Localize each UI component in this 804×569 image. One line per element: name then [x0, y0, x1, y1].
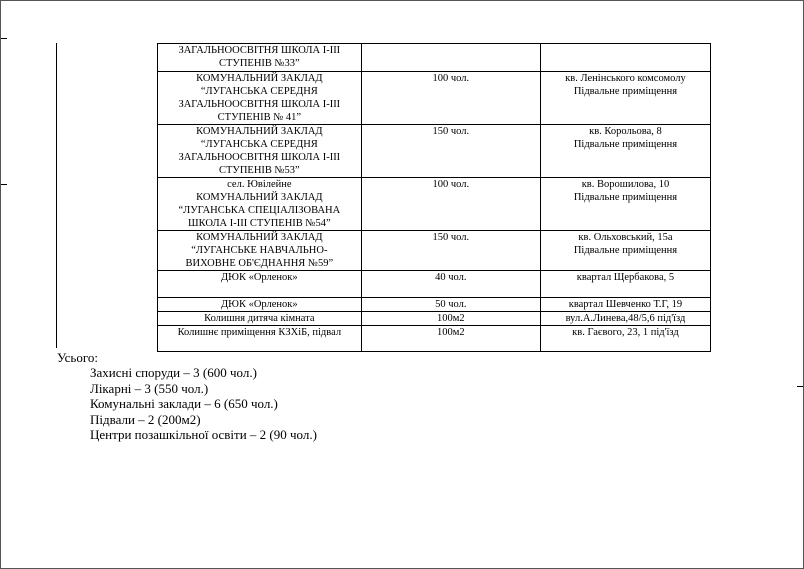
address-cell: [540, 44, 710, 72]
address-line: кв. Ольховський, 15а: [578, 232, 673, 243]
facility-name-line: СТУПЕНІВ №53”: [218, 165, 300, 176]
facility-name-line: КОМУНАЛЬНИЙ ЗАКЛАД: [196, 126, 323, 137]
shelters-table-body: [158, 44, 711, 352]
facility-name-line: ЗАГАЛЬНООСВІТНЯ ШКОЛА І-ІІІ: [178, 152, 341, 163]
facility-name-cell: [158, 271, 362, 298]
facility-name-cell: [158, 125, 362, 178]
capacity-cell: [361, 298, 540, 312]
facility-name-line: КОМУНАЛЬНИЙ ЗАКЛАД: [196, 232, 323, 243]
table-row: [158, 312, 711, 326]
summary-heading: Усього:: [57, 350, 98, 365]
address-line: Підвальне приміщення: [573, 86, 678, 97]
facility-name-line: Колишня дитяча кімната: [204, 313, 315, 324]
facility-name-cell: [158, 72, 362, 125]
facility-name-cell: [158, 298, 362, 312]
page-edge-mark: [1, 184, 7, 185]
address-line: Підвальне приміщення: [573, 139, 678, 150]
address-cell: [540, 231, 710, 271]
address-line: вул.А.Линева,48/5,6 під'їзд: [565, 313, 686, 324]
capacity-cell: [361, 72, 540, 125]
address-cell: [540, 298, 710, 312]
address-line: Підвальне приміщення: [573, 192, 678, 203]
summary-section: [57, 350, 317, 442]
address-cell: [540, 72, 710, 125]
facility-name-line: СТУПЕНІВ №33”: [218, 58, 300, 69]
table-row: [158, 231, 711, 271]
table-row: [158, 44, 711, 72]
facility-name-cell: [158, 178, 362, 231]
capacity-value: 50 чол.: [435, 299, 467, 310]
capacity-value: 100 чол.: [432, 179, 470, 190]
facility-name-line: КОМУНАЛЬНИЙ ЗАКЛАД: [196, 73, 323, 84]
capacity-cell: [361, 271, 540, 298]
capacity-value: 150 чол.: [432, 232, 470, 243]
facility-name-line: ВИХОВНЕ ОБ'ЄДНАННЯ №59”: [185, 258, 334, 269]
address-line: кв. Ленінського комсомолу: [565, 73, 686, 84]
left-table-border: [56, 43, 57, 348]
capacity-value: 100м2: [436, 313, 465, 324]
facility-name-line: ДЮК «Орленок»: [221, 299, 298, 310]
facility-name-cell: [158, 312, 362, 326]
capacity-cell: [361, 312, 540, 326]
capacity-value: 100 чол.: [432, 73, 470, 84]
page-edge-mark: [797, 386, 803, 387]
address-line: кв. Ворошилова, 10: [581, 179, 670, 190]
address-cell: [540, 326, 710, 352]
table-row: [158, 178, 711, 231]
facility-name-line: Колишнє приміщення КЗХіБ, підвал: [177, 327, 342, 338]
facility-name-line: “ЛУГАНСЬКА СЕРЕДНЯ: [200, 86, 318, 97]
address-line: квартал Щербакова, 5: [576, 272, 675, 283]
table-row: [158, 125, 711, 178]
table-row: [158, 271, 711, 298]
page-edge-mark: [1, 38, 7, 39]
table-row: [158, 298, 711, 312]
summary-item: Центри позашкільної освіти – 2 (90 чол.): [90, 427, 317, 443]
capacity-cell: [361, 326, 540, 352]
capacity-value: 40 чол.: [435, 272, 467, 283]
capacity-cell: [361, 231, 540, 271]
address-line: кв. Гаєвого, 23, 1 під'їзд: [572, 327, 679, 338]
address-line: Підвальне приміщення: [573, 245, 678, 256]
address-cell: [540, 178, 710, 231]
facility-name-line: “ЛУГАНСЬКА СЕРЕДНЯ: [200, 139, 318, 150]
facility-name-line: сел. Ювілейне: [227, 179, 292, 190]
facility-name-cell: [158, 231, 362, 271]
facility-name-line: ШКОЛА І-ІІІ СТУПЕНІВ №54”: [188, 218, 331, 229]
facility-name-line: ЗАГАЛЬНООСВІТНЯ ШКОЛА І-ІІІ: [178, 99, 341, 110]
summary-item: Лікарні – 3 (550 чол.): [90, 380, 209, 396]
capacity-value: 150 чол.: [432, 126, 470, 137]
table-row: [158, 72, 711, 125]
address-cell: [540, 271, 710, 298]
summary-item: Захисні споруди – 3 (600 чол.): [90, 365, 257, 381]
shelters-table: [157, 43, 711, 352]
capacity-cell: [361, 44, 540, 72]
capacity-cell: [361, 125, 540, 178]
capacity-cell: [361, 178, 540, 231]
address-line: квартал Шевченко Т.Г, 19: [568, 299, 683, 310]
facility-name-cell: [158, 326, 362, 352]
address-line: кв. Корольова, 8: [589, 126, 662, 137]
address-cell: [540, 125, 710, 178]
facility-name-line: СТУПЕНІВ № 41”: [217, 112, 302, 123]
capacity-value: 100м2: [436, 327, 465, 338]
address-cell: [540, 312, 710, 326]
facility-name-line: “ЛУГАНСЬКЕ НАВЧАЛЬНО-: [191, 245, 328, 256]
facility-name-line: ЗАГАЛЬНООСВІТНЯ ШКОЛА І-ІІІ: [178, 45, 341, 56]
summary-item: Комунальні заклади – 6 (650 чол.): [90, 396, 278, 412]
facility-name-line: КОМУНАЛЬНИЙ ЗАКЛАД: [196, 192, 323, 203]
facility-name-cell: [158, 44, 362, 72]
facility-name-line: “ЛУГАНСЬКА СПЕЦІАЛІЗОВАНА: [178, 205, 341, 216]
table-row: [158, 326, 711, 352]
facility-name-line: ДЮК «Орленок»: [221, 272, 298, 283]
summary-item: Підвали – 2 (200м2): [90, 411, 201, 427]
